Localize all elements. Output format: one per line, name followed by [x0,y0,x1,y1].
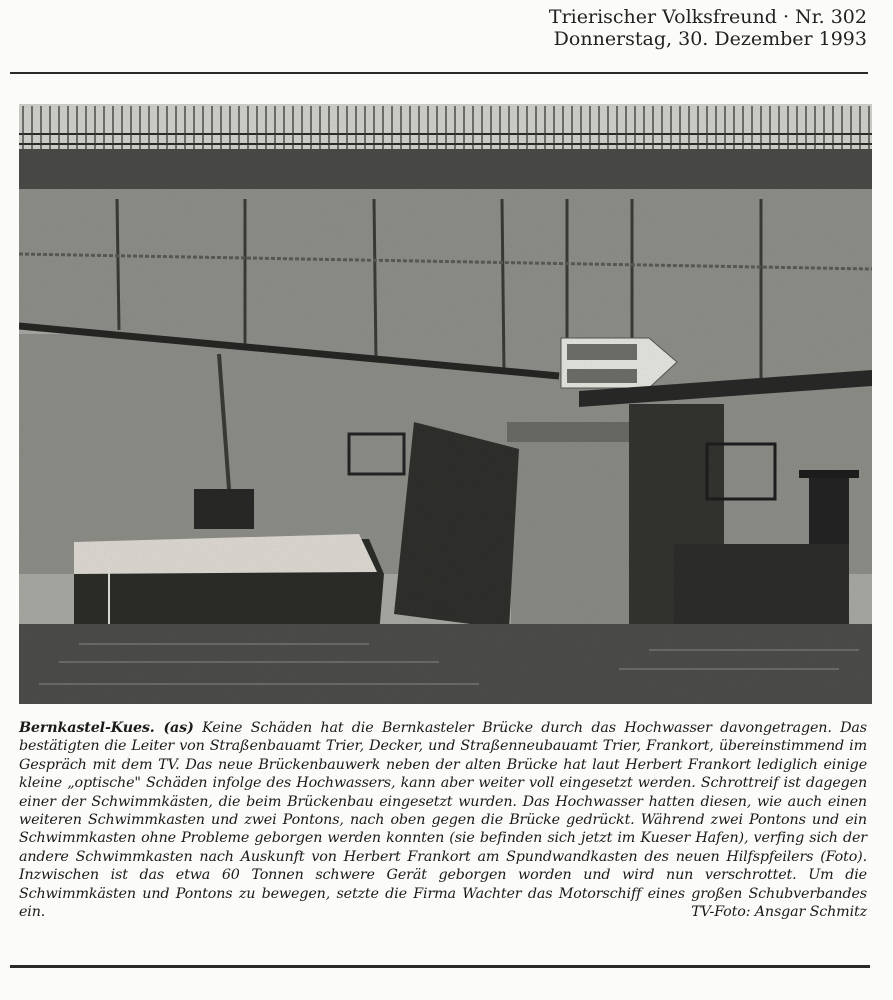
photo-credit: TV-Foto: Ansgar Schmitz [691,904,867,921]
photo-caption-article [19,719,867,921]
header-rule [10,72,868,74]
barge-wheelhouse [194,489,254,529]
bridge-deck [19,149,872,189]
masthead [549,6,867,50]
publication-line: Trierischer Volksfreund · Nr. 302 [548,6,867,28]
dateline: Bernkastel-Kues. (as) [19,720,194,736]
issue-date: Donnerstag, 30. Dezember 1993 [553,28,867,50]
tilted-caisson [394,422,519,629]
news-photo [19,104,872,704]
bridge-pier [511,422,629,627]
bridge-flood-photo [19,104,872,704]
river-water [19,624,872,704]
footer-rule [10,965,870,968]
article-body: Keine Schäden hat die Bernkasteler Brücke durch das Hochwasser davongetragen. Das bestätigten die Leiter von Straßenbauamt Trier, Decker, und Straßenneubauamt Trier, Frankort, übereinstimmend im Gespräch mit dem TV. Das neue Brückenbauwerk neben der alten Brücke hat laut Herbert Frankort lediglich einige kleine „optische" Schäden infolge des Hochwassers, kann aber weiter voll eingesetzt werden. Schrottreif ist dagegen einer der Schwimmkästen, die beim Brückenbau eingesetzt wurden. Das Hochwasser hatten diesen, wie auch einen weiteren Schwimmkasten und zwei Pontons, nach oben gegen die Brücke gedrückt. Während zwei Pontons und ein Schwimmkasten ohne Probleme geborgen werden konnten (sie befinden sich jetzt im Kueser Hafen), verfing sich der andere Schwimmkasten nach Auskunft von Herbert Frankort am Spundwandkasten des neuen Hilfspfeilers (Foto). Inzwischen ist das etwa 60 Tonnen schwere Gerät geborgen worden und wird nun verschrottet. Um die Schwimmkästen und Pontons zu bewegen, setzte die Firma Wachter das Motorschiff eines großen Schubverbandes ein. [19,720,867,921]
pontoon [674,544,849,624]
